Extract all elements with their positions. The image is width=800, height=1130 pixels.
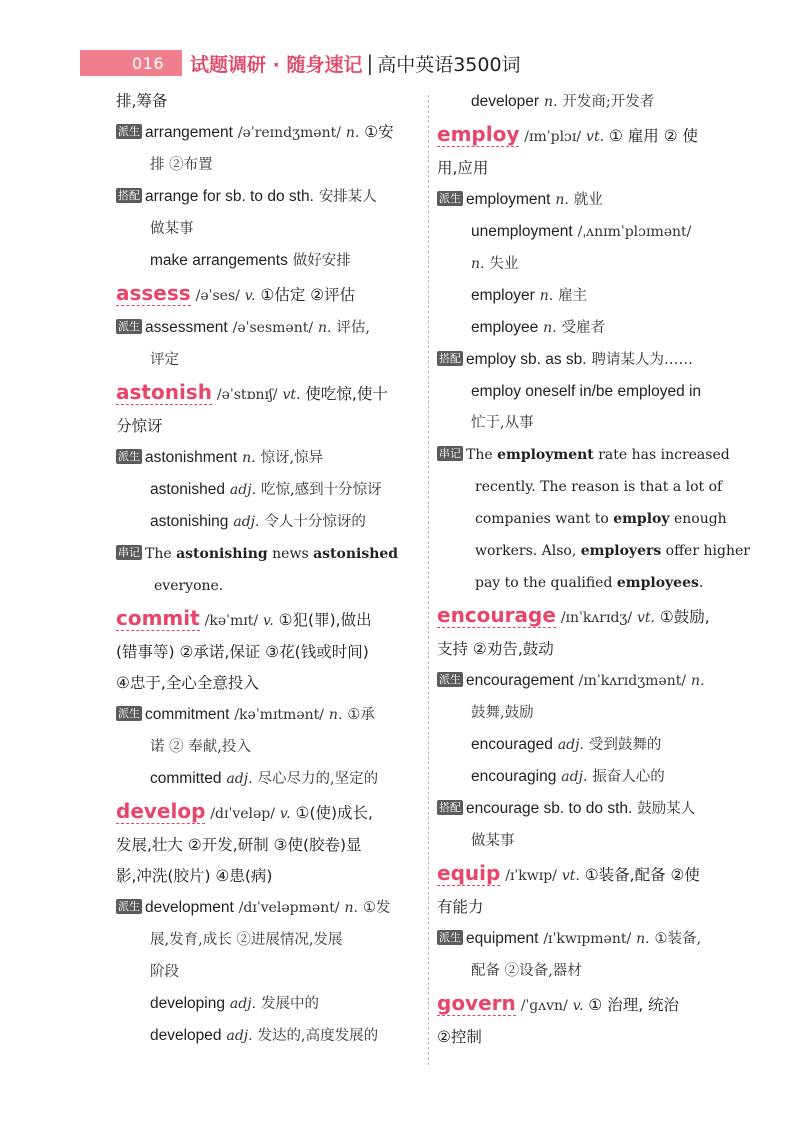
entry-employer: employer n. 雇主: [471, 287, 588, 304]
derive-tag: 派生: [118, 900, 140, 913]
headword-govern: govern /ˈɡʌvn/ v. ① 治理, 统治: [437, 991, 680, 1015]
entry-developed: developed adj. 发达的,高度发展的: [150, 1027, 379, 1044]
left-column: [116, 86, 422, 1052]
headword-commit-cont2: ④忠于,全心全意投入: [116, 674, 259, 692]
headword: govern: [437, 991, 516, 1015]
collocation-encourage-to-cont: 做某事: [471, 833, 515, 849]
book-subtitle: 高中英语3500词: [377, 53, 521, 76]
headword: develop: [116, 799, 206, 823]
memo-tag: 串记: [118, 546, 140, 559]
headword-encourage: encourage /ɪnˈkʌrɪdʒ/ vt. ①鼓励,: [437, 603, 710, 627]
entry-arrangement-cont: 排 ②布置: [150, 157, 213, 173]
entry-unemployment-cont: n. 失业: [471, 256, 519, 272]
entry-development-cont1: 展,发育,成长 ②进展情况,发展: [150, 932, 343, 948]
headword: employ: [437, 122, 520, 146]
continued-text: 排,筹备: [116, 92, 168, 110]
collocation-make-arrangements: make arrangements 做好安排: [150, 252, 351, 269]
memo-employ: 串记 The employment rate has increased: [439, 447, 730, 463]
derive-tag: 派生: [439, 192, 461, 205]
headword-assess: assess /əˈses/ v. ①估定 ②评估: [116, 281, 356, 305]
collocation-employ-oneself-cont: 忙于,从事: [471, 415, 534, 431]
page-header: [80, 50, 521, 76]
headword-develop: develop /dɪˈveləp/ v. ①(使)成长,: [116, 799, 373, 823]
memo-employ-cont1: recently. The reason is that a lot of: [475, 479, 723, 495]
headword-develop-cont1: 发展,壮大 ②开发,研制 ③使(胶卷)显: [116, 836, 362, 854]
collocation-employ-as: 搭配 employ sb. as sb. 聘请某人为……: [439, 351, 694, 368]
entry-assessment-cont: 评定: [150, 352, 179, 368]
entry-encouragement-cont: 鼓舞,鼓励: [471, 705, 534, 721]
memo-employ-cont4: pay to the qualified employees.: [475, 575, 704, 591]
collocation-arrange-for: 搭配 arrange for sb. to do sth. 安排某人: [118, 188, 377, 205]
derive-tag: 派生: [439, 931, 461, 944]
derive-tag: 派生: [118, 125, 140, 138]
entry-developer: developer n. 开发商;开发者: [471, 93, 655, 110]
collocation-arrange-for-cont: 做某事: [150, 221, 194, 237]
entry-development: 派生 development /dɪˈveləpmənt/ n. ①发: [118, 899, 391, 916]
headword-encourage-cont: 支持 ②劝告,鼓动: [437, 640, 554, 658]
entry-equipment-cont: 配备 ②设备,器材: [471, 963, 582, 979]
entry-employment: 派生 employment n. 就业: [439, 191, 603, 208]
header-separator: |: [366, 51, 374, 75]
collocation-employ-oneself: employ oneself in/be employed in: [471, 383, 702, 400]
entry-encouragement: 派生 encouragement /ɪnˈkʌrɪdʒmənt/ n.: [439, 672, 705, 689]
headword: commit: [116, 606, 200, 630]
entry-development-cont2: 阶段: [150, 964, 179, 980]
headword: equip: [437, 861, 501, 885]
entry-commitment-cont: 诺 ② 奉献,投入: [150, 739, 251, 755]
headword-commit: commit /kəˈmɪt/ v. ①犯(罪),做出: [116, 606, 372, 630]
memo-employ-cont2: companies want to employ enough: [475, 511, 727, 527]
derive-tag: 派生: [439, 673, 461, 686]
entry-encouraged: encouraged adj. 受到鼓舞的: [471, 736, 662, 753]
entry-equipment: 派生 equipment /ɪˈkwɪpmənt/ n. ①装备,: [439, 930, 702, 947]
headword-astonish-cont: 分惊讶: [116, 417, 163, 435]
entry-employee: employee n. 受雇者: [471, 319, 606, 336]
memo-tag: 串记: [439, 447, 461, 460]
memo-employ-cont3: workers. Also, employers offer higher: [475, 543, 750, 559]
entry-commitment: 派生 commitment /kəˈmɪtmənt/ n. ①承: [118, 706, 375, 723]
entry-astonishment: 派生 astonishment n. 惊讶,惊异: [118, 449, 324, 466]
page-number-band: [80, 50, 182, 76]
headword: astonish: [116, 380, 212, 404]
entry-developing: developing adj. 发展中的: [150, 995, 319, 1012]
derive-tag: 派生: [118, 320, 140, 333]
column-divider: [428, 95, 429, 1065]
headword-develop-cont2: 影,冲洗(胶片) ④患(病): [116, 867, 273, 885]
memo-astonish: 串记 The astonishing news astonished: [118, 546, 399, 562]
headword-equip-cont: 有能力: [437, 898, 484, 916]
headword-equip: equip /ɪˈkwɪp/ vt. ①装备,配备 ②使: [437, 861, 700, 885]
book-title: 试题调研 · 随身速记: [190, 53, 363, 76]
collocation-tag: 搭配: [118, 189, 140, 202]
headword: encourage: [437, 603, 556, 627]
headword: assess: [116, 281, 191, 305]
collocation-encourage-to: 搭配 encourage sb. to do sth. 鼓励某人: [439, 800, 696, 817]
entry-astonishing: astonishing adj. 令人十分惊讶的: [150, 513, 366, 530]
page-number: 016: [131, 53, 164, 73]
entry-assessment: 派生 assessment /əˈsesmənt/ n. 评估,: [118, 319, 371, 336]
headword-astonish: astonish /əˈstɒnɪʃ/ vt. 使吃惊,使十: [116, 380, 388, 404]
entry-astonished: astonished adj. 吃惊,感到十分惊讶: [150, 481, 382, 498]
derive-tag: 派生: [118, 707, 140, 720]
headword-commit-cont1: (错事等) ②承诺,保证 ③花(钱或时间): [116, 643, 369, 661]
derive-tag: 派生: [118, 450, 140, 463]
headword-govern-cont: ②控制: [437, 1028, 482, 1046]
collocation-tag: 搭配: [439, 352, 461, 365]
entry-committed: committed adj. 尽心尽力的,坚定的: [150, 770, 379, 787]
entry-arrangement: 派生 arrangement /əˈreɪndʒmənt/ n. ①安: [118, 123, 394, 141]
memo-astonish-cont: everyone.: [154, 578, 224, 594]
right-column: [437, 86, 755, 1053]
entry-encouraging: encouraging adj. 振奋人心的: [471, 768, 665, 785]
entry-unemployment: unemployment /ˌʌnɪmˈplɔɪmənt/: [471, 223, 692, 240]
headword-employ: employ /ɪmˈplɔɪ/ vt. ① 雇用 ② 使: [437, 122, 699, 146]
collocation-tag: 搭配: [439, 801, 461, 814]
headword-employ-cont: 用,应用: [437, 159, 489, 177]
